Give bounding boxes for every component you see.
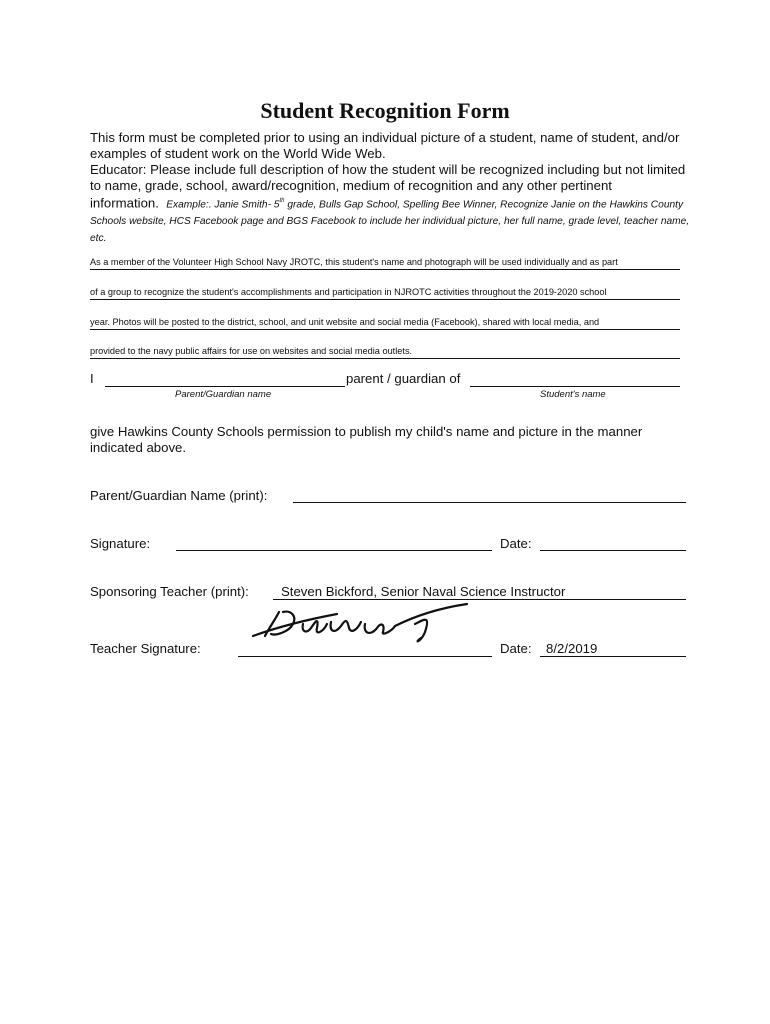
date-line[interactable] (540, 550, 686, 551)
intro-text: This form must be completed prior to using an individual picture of a student, name of student, and/or examples of student work on the World Wide Web. (90, 130, 680, 161)
educator-instructions-text: Educator: Please include full description of how the student will be recognized including but not limited to name, grade, school, award/recognition, medium of recognition and any other pertinent information. (90, 162, 686, 211)
intro-section (90, 130, 690, 246)
educator-instructions (90, 162, 690, 246)
i-label: I (90, 371, 94, 386)
teacher-date-label: Date: (500, 641, 532, 656)
teacher-signature-label: Teacher Signature: (90, 641, 201, 656)
guardian-of-label: parent / guardian of (346, 371, 461, 386)
parent-caption: Parent/Guardian name (175, 389, 272, 400)
signature-line[interactable] (176, 550, 492, 551)
example-text-a: Example:. Janie Smith- 5 (166, 199, 280, 211)
consent-line-1: As a member of the Volunteer High School Navy JROTC, this student's name and photograph will be used individually and as part (90, 255, 680, 270)
example-superscript: th (279, 198, 285, 204)
example-text-b: grade, Bulls Gap School, Spelling Bee Winner, Recognize Janie on the Hawkins County Schools website, HCS Facebook page and BGS Facebook to include her individual picture, her full name, grade level, teacher name, etc. (90, 199, 690, 245)
consent-line-2: of a group to recognize the student's accomplishments and participation in NJROTC activities throughout the 2019-2020 school (90, 285, 680, 300)
consent-line-4: provided to the navy public affairs for use on websites and social media outlets. (90, 344, 680, 359)
teacher-print-line[interactable] (273, 599, 686, 600)
student-name-line[interactable] (470, 386, 680, 387)
teacher-signature-image (245, 602, 475, 650)
page-title: Student Recognition Form (260, 98, 510, 123)
teacher-date-value: 8/2/2019 (546, 641, 598, 656)
parent-name-line[interactable] (105, 386, 345, 387)
student-caption: Student's name (540, 389, 606, 400)
date-label: Date: (500, 536, 532, 551)
signature-label: Signature: (90, 536, 151, 551)
teacher-signature-line[interactable] (238, 656, 492, 657)
parent-name-print-line[interactable] (293, 502, 686, 503)
consent-line-3: year. Photos will be posted to the district, school, and unit website and social media (Facebook), shared with local media, and (90, 315, 680, 330)
teacher-date-line[interactable] (540, 656, 686, 657)
permission-statement: give Hawkins County Schools permission to publish my child's name and picture in the manner indicated above. (90, 424, 643, 455)
teacher-print-label: Sponsoring Teacher (print): (90, 584, 249, 599)
parent-name-print-label: Parent/Guardian Name (print): (90, 488, 268, 503)
teacher-print-value: Steven Bickford, Senior Naval Science Instructor (281, 584, 566, 599)
